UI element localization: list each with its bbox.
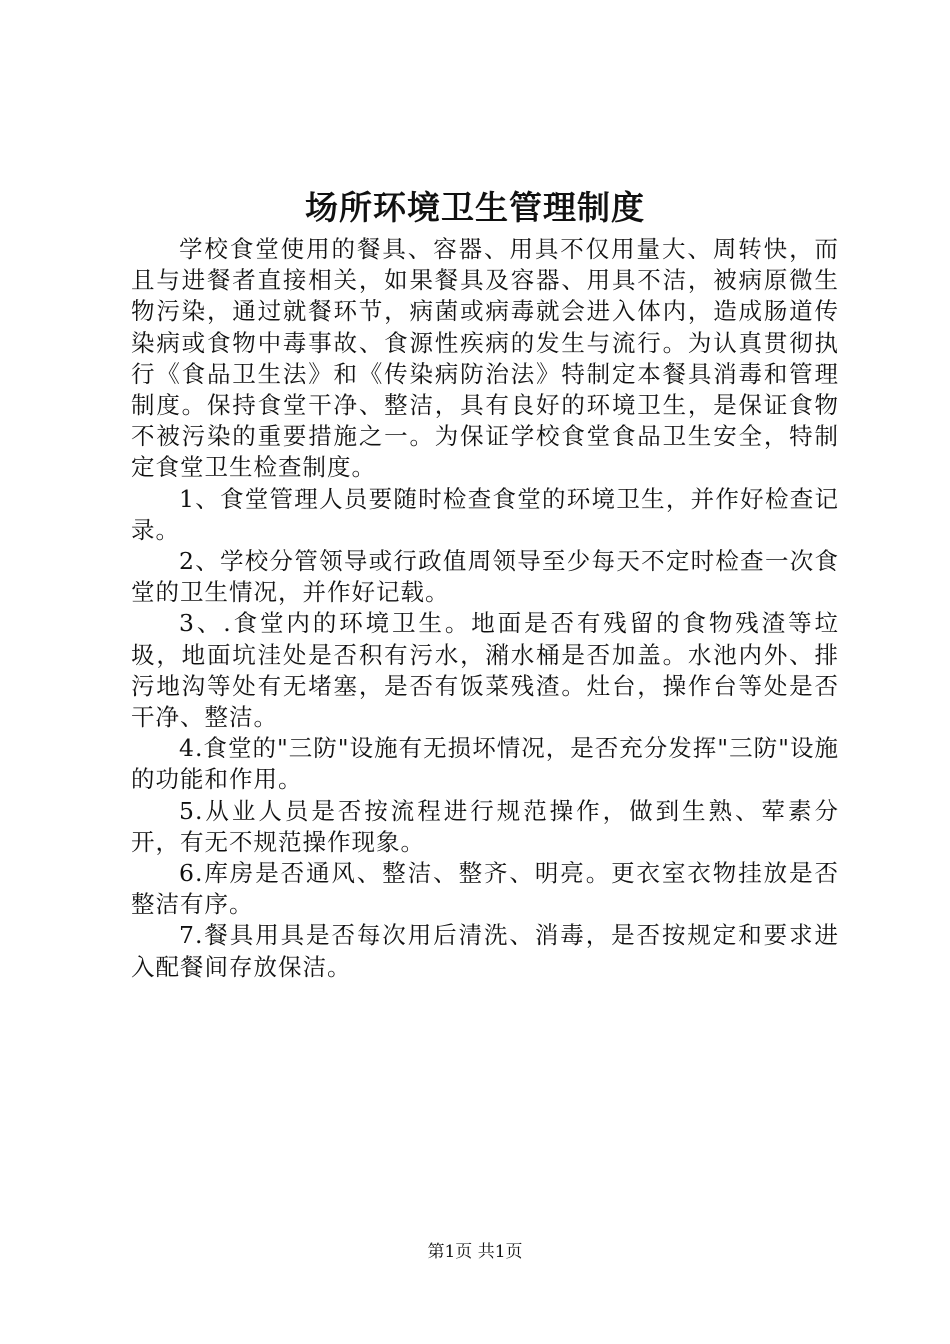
- paragraph-item-2: 2、学校分管领导或行政值周领导至少每天不定时检查一次食堂的卫生情况，并作好记载。: [131, 547, 839, 607]
- paragraph-item-1: 1、食堂管理人员要随时检查食堂的环境卫生，并作好检查记录。: [131, 484, 839, 544]
- page-footer: 第1页 共1页: [427, 1242, 523, 1262]
- paragraph-item-4: 4.食堂的"三防"设施有无损坏情况，是否充分发挥"三防"设施的功能和作用。: [131, 734, 839, 794]
- paragraph-item-3: 3、.食堂内的环境卫生。地面是否有残留的食物残渣等垃圾，地面坑洼处是否积有污水，潲水桶是否加盖。水池内外、排污地沟等处有无堵塞，是否有饭菜残渣。灶台，操作台等处是否干净、整洁。: [131, 609, 839, 732]
- document-body: [131, 234, 839, 983]
- document-title: 场所环境卫生管理制度: [305, 188, 645, 227]
- paragraph-item-5: 5.从业人员是否按流程进行规范操作，做到生熟、荤素分开，有无不规范操作现象。: [131, 796, 839, 856]
- paragraph-intro: 学校食堂使用的餐具、容器、用具不仅用量大、周转快，而且与进餐者直接相关，如果餐具及容器、用具不洁，被病原微生物污染，通过就餐环节，病菌或病毒就会进入体内，造成肠道传染病或食物中毒事故、食源性疾病的发生与流行。为认真贯彻执行《食品卫生法》和《传染病防治法》特制定本餐具消毒和管理制度。保持食堂干净、整洁，具有良好的环境卫生，是保证食物不被污染的重要措施之一。为保证学校食堂食品卫生安全，特制定食堂卫生检查制度。: [131, 235, 839, 482]
- paragraph-item-7: 7.餐具用具是否每次用后清洗、消毒，是否按规定和要求进入配餐间存放保洁。: [131, 921, 839, 981]
- paragraph-item-6: 6.库房是否通风、整洁、整齐、明亮。更衣室衣物挂放是否整洁有序。: [131, 859, 839, 919]
